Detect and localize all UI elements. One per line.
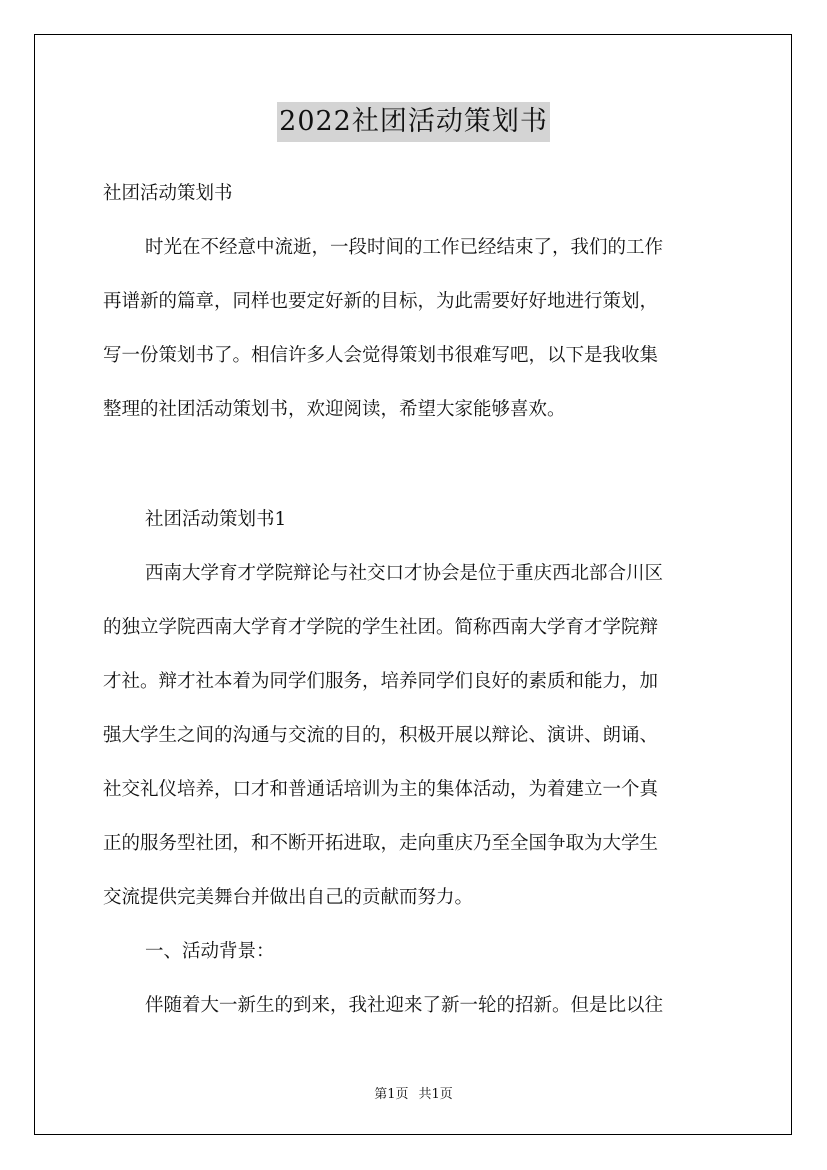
body-line: 西南大学育才学院辩论与社交口才协会是位于重庆西北部合川区 [145,563,664,584]
body-line: 才社。辩才社本着为同学们服务，培养同学们良好的素质和能力，加 [103,671,659,692]
subtitle: 社团活动策划书 [103,183,233,204]
body-line: 的独立学院西南大学育才学院的学生社团。简称西南大学育才学院辩 [103,617,659,638]
document-title: 2022社团活动策划书 [277,102,550,142]
body-line: 强大学生之间的沟通与交流的目的，积极开展以辩论、演讲、朗诵、 [103,725,659,746]
body-line: 正的服务型社团，和不断开拓进取，走向重庆乃至全国争取为大学生 [103,833,659,854]
background-heading: 一、活动背景： [145,941,275,962]
body-line: 交流提供完美舞台并做出自己的贡献而努力。 [103,887,474,908]
page-footer [0,1083,827,1102]
intro-line: 整理的社团活动策划书，欢迎阅读，希望大家能够喜欢。 [103,399,566,420]
page-number: 第1页 [374,1087,409,1102]
body-line: 社交礼仪培养，口才和普通话培训为主的集体活动，为着建立一个真 [103,779,659,800]
section-heading: 社团活动策划书1 [145,509,287,530]
title-container [0,102,827,142]
intro-line: 时光在不经意中流逝，一段时间的工作已经结束了，我们的工作 [145,237,664,258]
intro-line: 写一份策划书了。相信许多人会觉得策划书很难写吧，以下是我收集 [103,345,659,366]
intro-line: 再谱新的篇章，同样也要定好新的目标，为此需要好好地进行策划， [103,291,659,312]
page-total: 共1页 [418,1087,453,1102]
body-line: 伴随着大一新生的到来，我社迎来了新一轮的招新。但是比以往 [145,995,664,1016]
